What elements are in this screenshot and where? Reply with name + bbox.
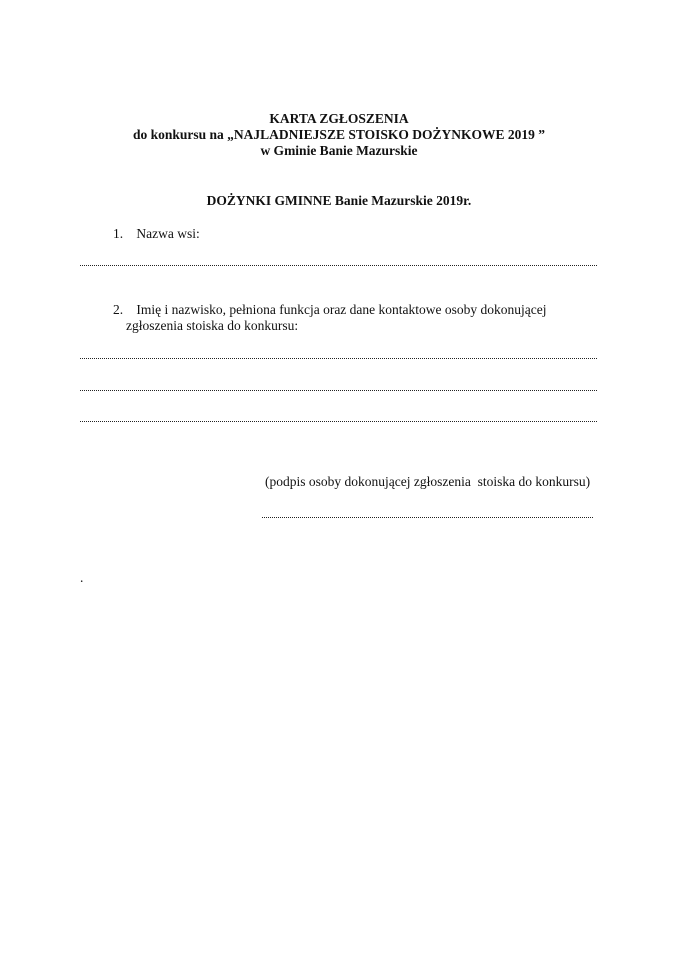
signature-caption: (podpis osoby dokonującej zgłoszenia stoiska do konkursu) bbox=[265, 474, 591, 489]
title-line-1: KARTA ZGŁOSZENIA bbox=[269, 111, 409, 126]
item-label: Imię i nazwisko, pełniona funkcja oraz dane kontaktowe osoby dokonującej bbox=[136, 302, 547, 317]
event-subtitle: DOŻYNKI GMINNE Banie Mazurskie 2019r. bbox=[206, 193, 472, 208]
item-number: 1. bbox=[113, 226, 124, 241]
title-line-3: w Gminie Banie Mazurskie bbox=[260, 143, 418, 158]
signature-line[interactable] bbox=[262, 517, 593, 518]
item-number: 2. bbox=[113, 302, 124, 317]
form-item-village-name bbox=[113, 226, 200, 242]
title-line-2: do konkursu na „NAJLADNIEJSZE STOISKO DOŻYNKOWE 2019 ” bbox=[133, 127, 545, 142]
item-label-continuation: zgłoszenia stoiska do konkursu: bbox=[126, 318, 299, 333]
fill-in-line-contact-1[interactable] bbox=[80, 358, 597, 359]
fill-in-line-contact-3[interactable] bbox=[80, 421, 597, 422]
form-title bbox=[0, 111, 678, 159]
form-item-contact-person bbox=[113, 302, 593, 334]
fill-in-line-contact-2[interactable] bbox=[80, 390, 597, 391]
fill-in-line-village[interactable] bbox=[80, 265, 597, 266]
item-label: Nazwa wsi: bbox=[136, 226, 200, 241]
stray-mark: . bbox=[80, 570, 84, 585]
